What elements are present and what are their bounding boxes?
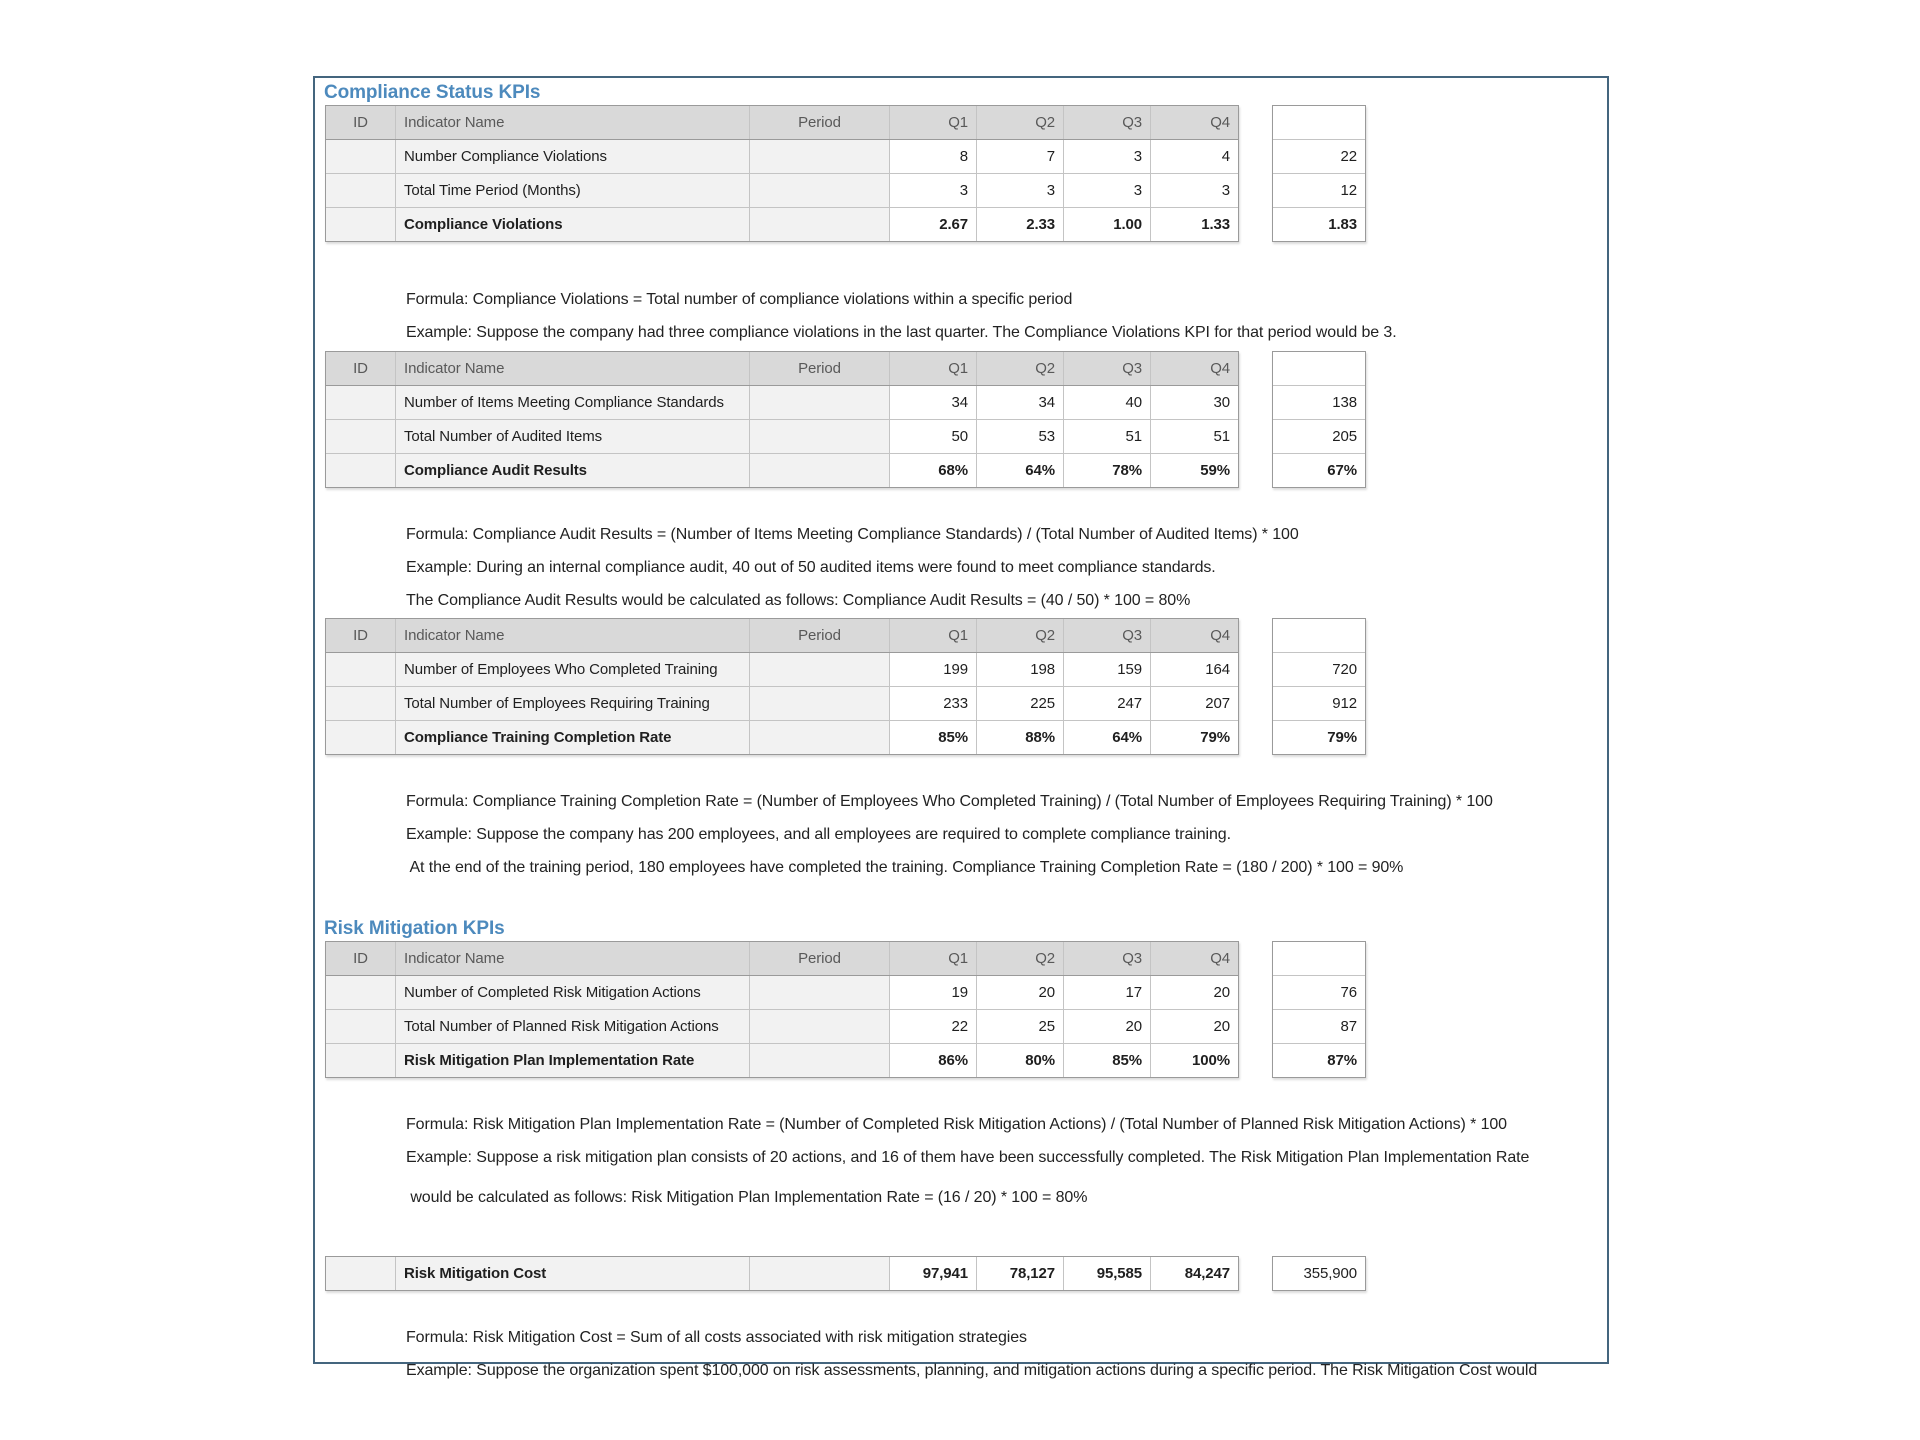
cell-q3: 78%	[1064, 454, 1151, 487]
cell-q1: 50	[890, 420, 977, 453]
cell-indicator-name: Compliance Training Completion Rate	[396, 721, 750, 754]
note-line: Formula: Compliance Violations = Total number of compliance violations within a specific period	[406, 291, 1073, 308]
cell-period	[750, 208, 890, 241]
cell-q3: 1.00	[1064, 208, 1151, 241]
cell-q1: 233	[890, 687, 977, 720]
header-cell-indicator-name: Indicator Name	[396, 352, 750, 385]
cell-q4: 164	[1205, 661, 1230, 678]
note-line: The Compliance Audit Results would be calculated as follows: Compliance Audit Results = (40 / 50) * 100 = 80%	[406, 592, 1191, 609]
cell-id	[326, 721, 396, 754]
compliance-training-completion-grid	[325, 618, 1239, 755]
cell-q3: 64%	[1064, 721, 1151, 754]
cell-q2: 78,127	[977, 1257, 1064, 1290]
totals-row	[1273, 454, 1365, 487]
note-line: Example: Suppose the company has 200 employees, and all employees are required to complete compliance training.	[406, 826, 1231, 843]
header-cell-indicator-name: Indicator Name	[396, 106, 750, 139]
cell-q4: 1.33	[1201, 216, 1230, 233]
note-line: Example: Suppose the organization spent $100,000 on risk assessments, planning, and mitigation actions during a specific period. The Risk Mitigation Cost would	[406, 1362, 1538, 1379]
compliance-audit-results-grid	[325, 351, 1239, 488]
cell-q1: 86%	[890, 1044, 977, 1077]
cell-q4: 51	[1213, 428, 1230, 445]
compliance-audit-results-notes	[406, 525, 1607, 611]
cell-total: 76	[1340, 984, 1357, 1001]
cell-id	[326, 687, 396, 720]
note-line: would be calculated as follows: Risk Mitigation Plan Implementation Rate = (16 / 20) * 100 = 80%	[406, 1189, 1088, 1206]
cell-q1: 199	[890, 653, 977, 686]
header-cell-q4: Q4	[1151, 942, 1238, 975]
cell-q4: 30	[1213, 394, 1230, 411]
cell-q3: 3	[1064, 140, 1151, 173]
header-cell-q4: Q4	[1151, 352, 1238, 385]
cell-id	[326, 208, 396, 241]
note-line: Formula: Compliance Training Completion Rate = (Number of Employees Who Completed Training) / (Total Number of Employees Requiring Training) * 100	[406, 793, 1493, 810]
cell-q2: 80%	[977, 1044, 1064, 1077]
totals-row	[1273, 1044, 1365, 1077]
compliance-audit-results-totals	[1272, 351, 1366, 488]
cell-q1: 8	[890, 140, 977, 173]
header-cell-q2: Q2	[977, 106, 1064, 139]
cell-q2: 53	[977, 420, 1064, 453]
totals-header-cell	[1273, 942, 1365, 975]
cell-total: 87%	[1327, 1052, 1357, 1069]
totals-row	[1273, 420, 1365, 454]
header-row	[326, 619, 1238, 653]
header-cell-q1: Q1	[890, 942, 977, 975]
cell-indicator-name: Number Compliance Violations	[396, 140, 750, 173]
header-cell-q2: Q2	[977, 352, 1064, 385]
cell-indicator-name: Risk Mitigation Plan Implementation Rate	[396, 1044, 750, 1077]
cell-indicator-name: Number of Items Meeting Compliance Standards	[396, 386, 750, 419]
header-cell-q1: Q1	[890, 619, 977, 652]
cell-q4: 207	[1205, 695, 1230, 712]
table-row	[326, 208, 1238, 241]
table-row	[326, 653, 1238, 687]
totals-header-row	[1273, 106, 1365, 140]
header-cell-q4: Q4	[1151, 106, 1238, 139]
cell-q3: 95,585	[1064, 1257, 1151, 1290]
cell-total: 1.83	[1328, 216, 1357, 233]
note-line: Example: Suppose a risk mitigation plan consists of 20 actions, and 16 of them have been successfully completed. The Risk Mitigation Plan Implementation Rate	[406, 1149, 1530, 1166]
compliance-audit-results-table	[325, 351, 1607, 488]
header-cell-period: Period	[750, 352, 890, 385]
cell-id	[326, 653, 396, 686]
cell-q1: 2.67	[890, 208, 977, 241]
cell-q3: 20	[1064, 1010, 1151, 1043]
compliance-violations-grid	[325, 105, 1239, 242]
cell-q4: 84,247	[1184, 1265, 1230, 1282]
header-cell-indicator-name: Indicator Name	[396, 942, 750, 975]
header-cell-period: Period	[750, 106, 890, 139]
totals-row	[1273, 174, 1365, 208]
cell-id	[326, 976, 396, 1009]
cell-id	[326, 1257, 396, 1290]
cell-q3: 85%	[1064, 1044, 1151, 1077]
cell-indicator-name: Risk Mitigation Cost	[396, 1257, 750, 1290]
cell-total: 67%	[1327, 462, 1357, 479]
totals-row	[1273, 976, 1365, 1010]
header-cell-q3: Q3	[1064, 619, 1151, 652]
cell-indicator-name: Compliance Violations	[396, 208, 750, 241]
training-completion-table	[325, 618, 1607, 755]
totals-header-row	[1273, 619, 1365, 653]
cell-q4: 59%	[1200, 462, 1230, 479]
cell-q1: 85%	[890, 721, 977, 754]
table-row	[326, 1257, 1238, 1290]
compliance-violations-totals	[1272, 105, 1366, 242]
note-line: Example: During an internal compliance audit, 40 out of 50 audited items were found to meet compliance standards.	[406, 559, 1216, 576]
header-cell-q2: Q2	[977, 619, 1064, 652]
header-cell-q2: Q2	[977, 942, 1064, 975]
cell-q3: 3	[1064, 174, 1151, 207]
table-row	[326, 174, 1238, 208]
cell-q2: 34	[977, 386, 1064, 419]
cell-period	[750, 454, 890, 487]
totals-row	[1273, 653, 1365, 687]
risk-mitigation-notes	[406, 1115, 1607, 1208]
header-cell-q3: Q3	[1064, 942, 1151, 975]
cell-period	[750, 653, 890, 686]
cell-q1: 34	[890, 386, 977, 419]
cell-period	[750, 1257, 890, 1290]
totals-header-row	[1273, 352, 1365, 386]
cell-indicator-name: Total Number of Audited Items	[396, 420, 750, 453]
compliance-violations-table	[325, 105, 1607, 242]
cell-period	[750, 1010, 890, 1043]
totals-header-cell	[1273, 619, 1365, 652]
note-line: Formula: Risk Mitigation Plan Implementation Rate = (Number of Completed Risk Mitigation Actions) / (Total Number of Planned Risk Mitigation Actions) * 100	[406, 1116, 1507, 1133]
table-row	[326, 1044, 1238, 1077]
cell-period	[750, 721, 890, 754]
cell-total: 720	[1332, 661, 1357, 678]
cell-q2: 64%	[977, 454, 1064, 487]
risk-kpis-title: Risk Mitigation KPIs	[324, 918, 505, 939]
risk-mitigation-implementation-grid	[325, 941, 1239, 1078]
totals-row	[1273, 1257, 1365, 1290]
header-cell-id: ID	[326, 619, 396, 652]
cell-q4: 3	[1221, 182, 1230, 199]
table-row	[326, 976, 1238, 1010]
cell-id	[326, 140, 396, 173]
cell-total: 87	[1340, 1018, 1357, 1035]
totals-header-cell	[1273, 352, 1365, 385]
cell-q3: 247	[1064, 687, 1151, 720]
totals-row	[1273, 721, 1365, 754]
header-cell-q1: Q1	[890, 352, 977, 385]
cell-period	[750, 140, 890, 173]
cell-indicator-name: Total Time Period (Months)	[396, 174, 750, 207]
kpi-report-sheet	[313, 76, 1609, 1379]
cell-q3: 40	[1064, 386, 1151, 419]
table-row	[326, 687, 1238, 721]
cell-q4: 20	[1213, 984, 1230, 1001]
totals-row	[1273, 208, 1365, 241]
cell-q1: 19	[890, 976, 977, 1009]
note-line: Example: Suppose the company had three compliance violations in the last quarter. The Compliance Violations KPI for that period would be 3.	[406, 324, 1397, 341]
header-row	[326, 352, 1238, 386]
cell-q1: 3	[890, 174, 977, 207]
compliance-kpis-title: Compliance Status KPIs	[324, 82, 541, 103]
cell-q2: 20	[977, 976, 1064, 1009]
header-cell-id: ID	[326, 352, 396, 385]
compliance-training-completion-totals	[1272, 618, 1366, 755]
cell-q2: 225	[977, 687, 1064, 720]
header-cell-id: ID	[326, 106, 396, 139]
cell-indicator-name: Total Number of Planned Risk Mitigation Actions	[396, 1010, 750, 1043]
cell-indicator-name: Compliance Audit Results	[396, 454, 750, 487]
cell-q3: 159	[1064, 653, 1151, 686]
header-cell-period: Period	[750, 619, 890, 652]
cell-q2: 88%	[977, 721, 1064, 754]
cell-indicator-name: Number of Completed Risk Mitigation Actions	[396, 976, 750, 1009]
table-row	[326, 1010, 1238, 1044]
cell-period	[750, 976, 890, 1009]
table-row	[326, 386, 1238, 420]
header-cell-indicator-name: Indicator Name	[396, 619, 750, 652]
cell-period	[750, 687, 890, 720]
header-cell-q3: Q3	[1064, 352, 1151, 385]
header-cell-q4: Q4	[1151, 619, 1238, 652]
cell-q1: 68%	[890, 454, 977, 487]
cell-q2: 2.33	[977, 208, 1064, 241]
header-cell-q1: Q1	[890, 106, 977, 139]
header-cell-q3: Q3	[1064, 106, 1151, 139]
note-line: Formula: Risk Mitigation Cost = Sum of all costs associated with risk mitigation strategies	[406, 1329, 1027, 1346]
cell-id	[326, 1044, 396, 1077]
cell-total: 205	[1332, 428, 1357, 445]
cell-q3: 17	[1064, 976, 1151, 1009]
cell-q1: 97,941	[890, 1257, 977, 1290]
totals-header-cell	[1273, 106, 1365, 139]
cell-id	[326, 1010, 396, 1043]
cell-q2: 25	[977, 1010, 1064, 1043]
table-row	[326, 721, 1238, 754]
cell-q4: 4	[1221, 148, 1230, 165]
note-line: At the end of the training period, 180 employees have completed the training. Compliance Training Completion Rate = (180 / 200) * 100 = 90%	[406, 859, 1404, 876]
compliance-violations-notes	[406, 290, 1607, 343]
cell-indicator-name: Total Number of Employees Requiring Training	[396, 687, 750, 720]
cell-period	[750, 1044, 890, 1077]
table-row	[326, 140, 1238, 174]
table-row	[326, 454, 1238, 487]
cell-id	[326, 386, 396, 419]
cell-q1: 22	[890, 1010, 977, 1043]
cell-id	[326, 454, 396, 487]
cell-period	[750, 420, 890, 453]
table-row	[326, 420, 1238, 454]
totals-row	[1273, 386, 1365, 420]
totals-row	[1273, 1010, 1365, 1044]
cell-total: 22	[1340, 148, 1357, 165]
cell-total: 12	[1340, 182, 1357, 199]
risk-mitigation-cost-totals	[1272, 1256, 1366, 1291]
cell-q2: 198	[977, 653, 1064, 686]
header-row	[326, 942, 1238, 976]
header-cell-period: Period	[750, 942, 890, 975]
cell-q4: 20	[1213, 1018, 1230, 1035]
cell-indicator-name: Number of Employees Who Completed Training	[396, 653, 750, 686]
totals-row	[1273, 140, 1365, 174]
cell-q2: 3	[977, 174, 1064, 207]
cell-id	[326, 174, 396, 207]
cell-total: 79%	[1327, 729, 1357, 746]
risk-mitigation-implementation-totals	[1272, 941, 1366, 1078]
cell-total: 138	[1332, 394, 1357, 411]
cell-total: 912	[1332, 695, 1357, 712]
risk-cost-table	[325, 1256, 1607, 1291]
cell-total: 355,900	[1303, 1265, 1357, 1282]
cell-q3: 51	[1064, 420, 1151, 453]
cell-q4: 79%	[1200, 729, 1230, 746]
cell-period	[750, 174, 890, 207]
cell-q2: 7	[977, 140, 1064, 173]
totals-header-row	[1273, 942, 1365, 976]
cell-id	[326, 420, 396, 453]
totals-row	[1273, 687, 1365, 721]
cell-period	[750, 386, 890, 419]
cell-q4: 100%	[1192, 1052, 1230, 1069]
risk-mitigation-cost-grid	[325, 1256, 1239, 1291]
note-line: Formula: Compliance Audit Results = (Number of Items Meeting Compliance Standards) / (Total Number of Audited Items) * 100	[406, 526, 1299, 543]
risk-mitigation-table	[325, 941, 1607, 1078]
header-cell-id: ID	[326, 942, 396, 975]
training-completion-notes	[406, 792, 1607, 878]
header-row	[326, 106, 1238, 140]
risk-cost-notes	[406, 1328, 1607, 1381]
